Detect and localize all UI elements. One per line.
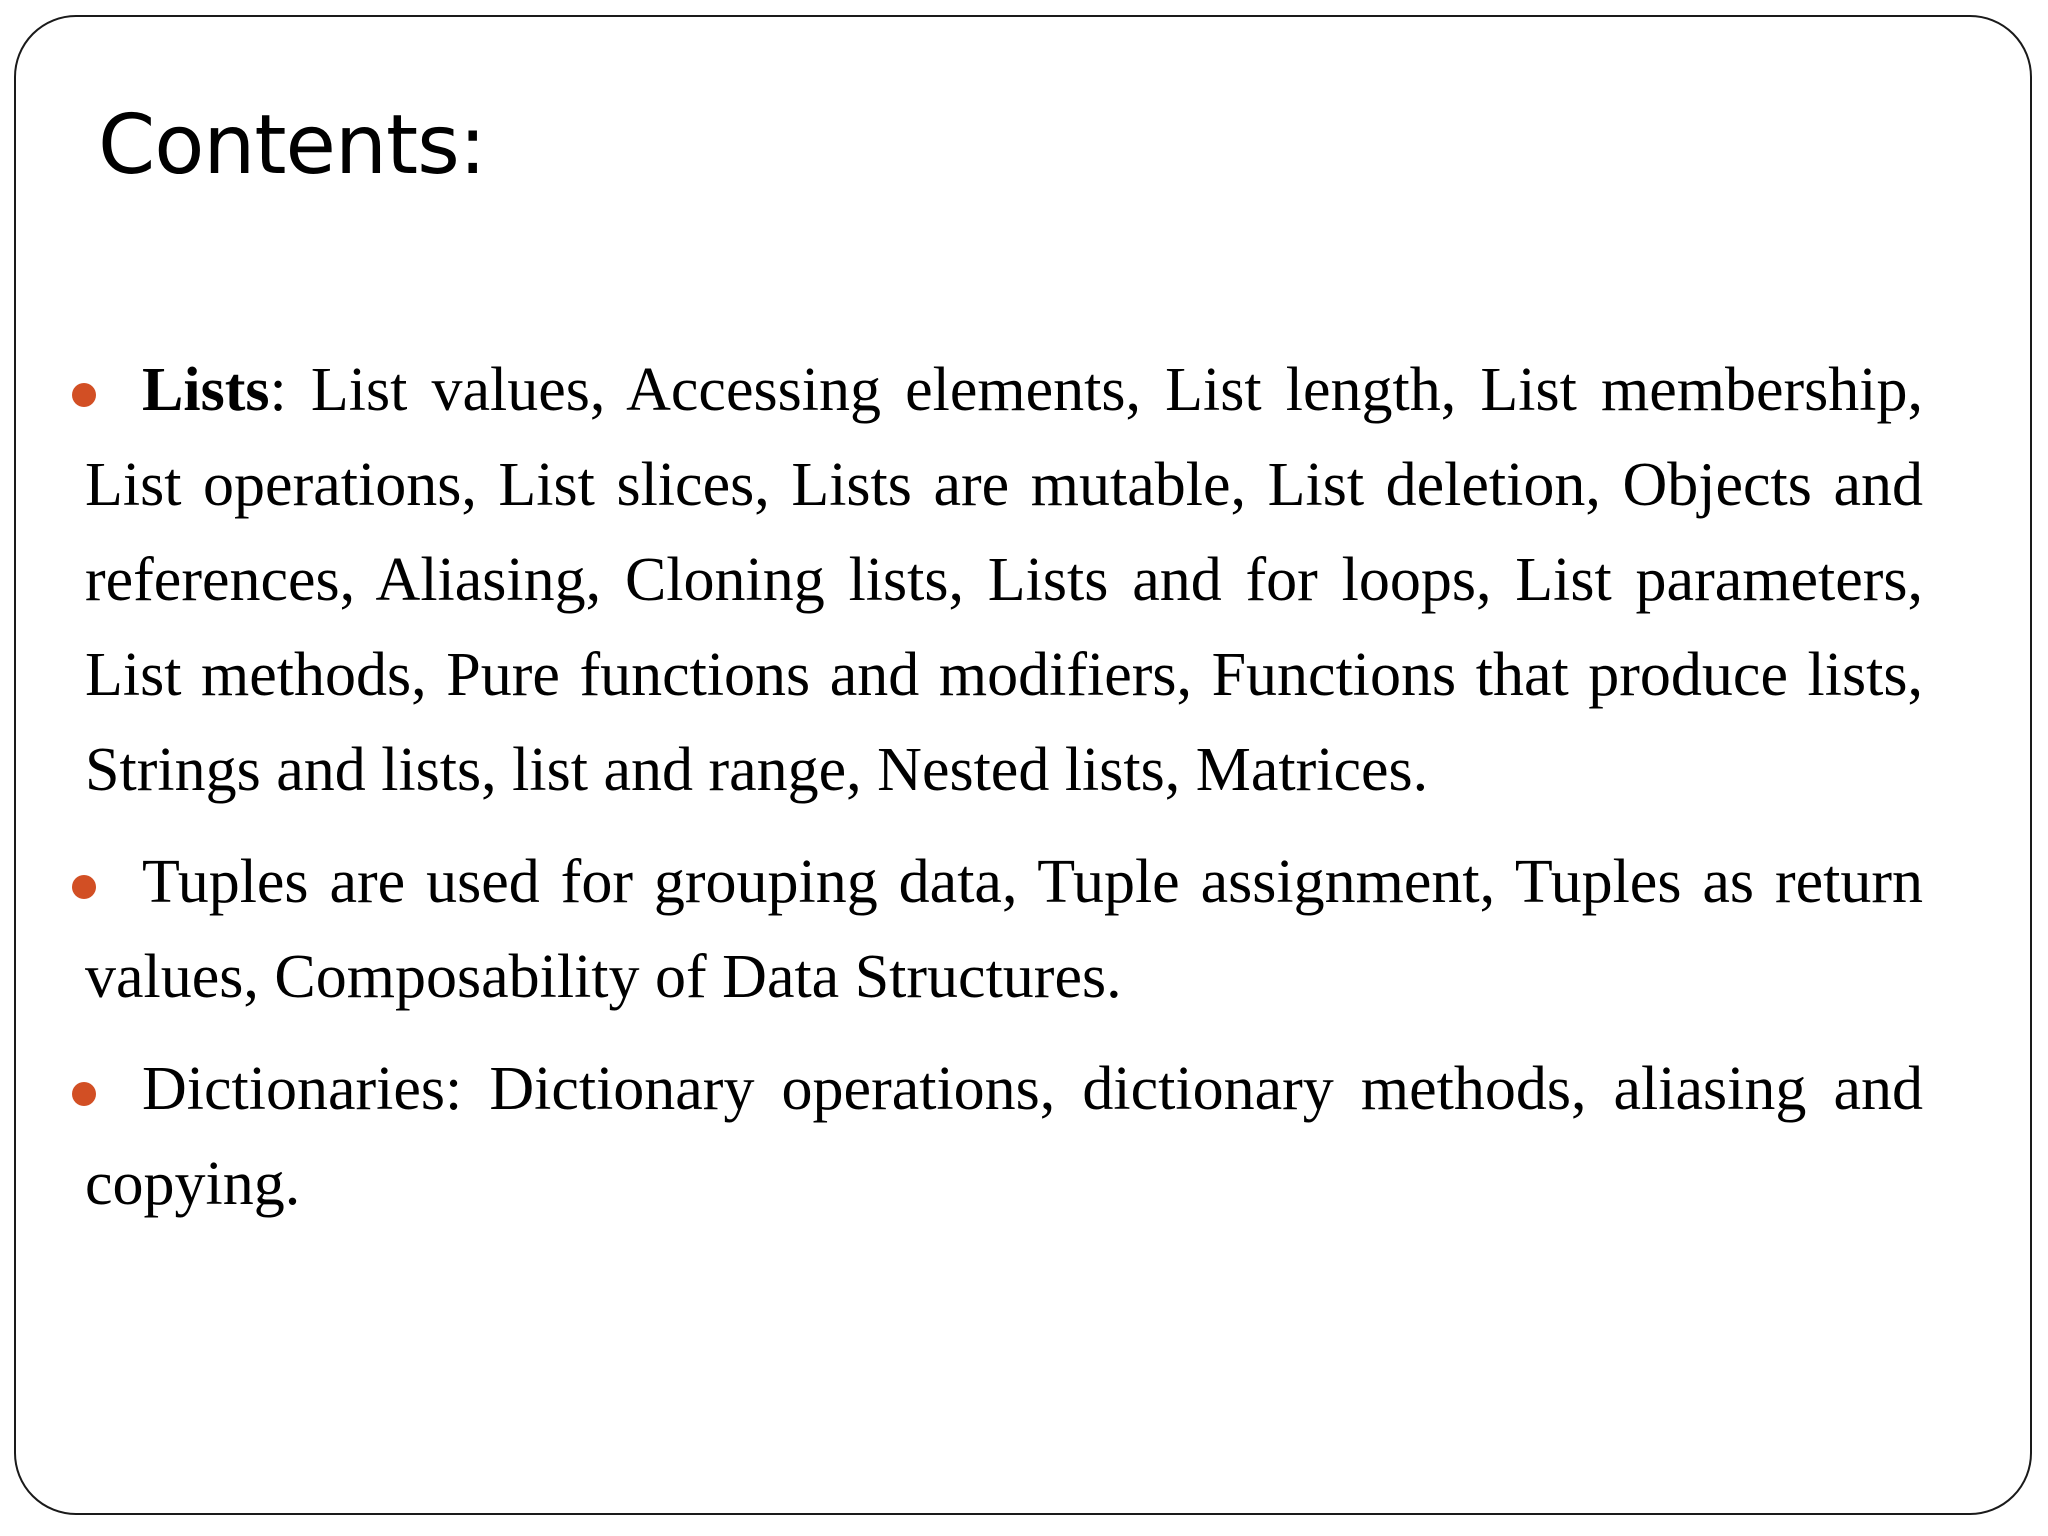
list-item-dictionaries xyxy=(85,1042,1923,1232)
bullet-dot-icon xyxy=(72,875,96,899)
slide-title: Contents: xyxy=(98,98,486,193)
contents-list xyxy=(85,343,1923,1249)
bullet-dot-icon xyxy=(72,1082,96,1106)
bullet-dot-icon xyxy=(72,383,96,407)
bullet-bold-lead: Lists xyxy=(142,356,270,424)
list-item-lists xyxy=(85,343,1923,818)
bullet-text: : List values, Accessing elements, List length, List membership, List operations, List slices, Lists are mutable, List deletion, Objects and references, Aliasing, Cloning lists, Lists and for loops, List parameters, List methods, Pure functions and modifiers, Functions that produce lists, Strings and lists, list and range, Nested lists, Matrices. xyxy=(85,356,1923,804)
bullet-text: Dictionaries: Dictionary operations, dictionary methods, aliasing and copying. xyxy=(85,1055,1923,1218)
list-item-tuples xyxy=(85,835,1923,1025)
bullet-text: Tuples are used for grouping data, Tuple assignment, Tuples as return values, Composability of Data Structures. xyxy=(85,848,1923,1011)
